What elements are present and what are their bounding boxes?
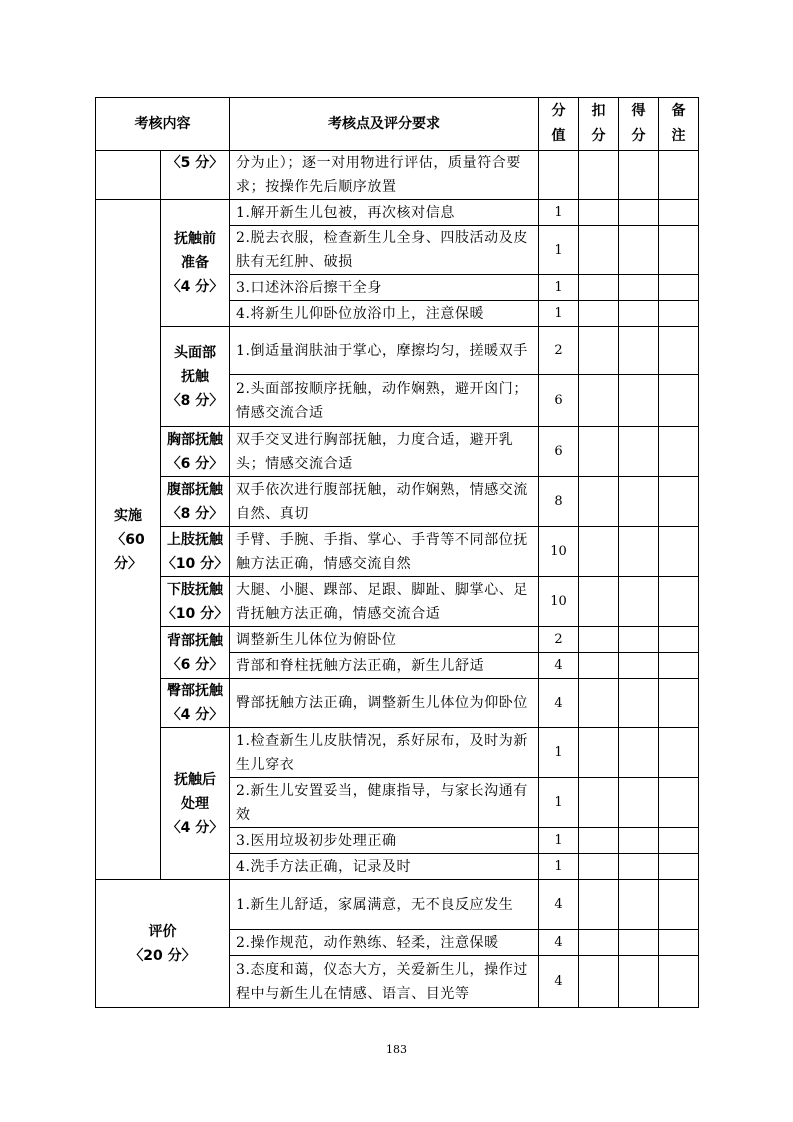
- empty-cell: [619, 679, 659, 728]
- empty-cell: [659, 778, 699, 828]
- empty-cell: [619, 200, 659, 226]
- requirement-text: 1.新生儿舒适，家属满意，无不良反应发生: [230, 880, 539, 930]
- requirement-text: 手臂、手腕、手指、掌心、手背等不同部位抚触方法正确，情感交流自然: [230, 527, 539, 577]
- empty-cell: [659, 301, 699, 327]
- score-value: 1: [539, 778, 579, 828]
- empty-cell: [619, 477, 659, 527]
- empty-cell: [619, 151, 659, 200]
- empty-cell: [619, 880, 659, 930]
- score-value: 10: [539, 527, 579, 577]
- continued-requirement: 分为止）；逐一对用物进行评估，质量符合要求；按操作先后顺序放置: [230, 151, 539, 200]
- table-row: [96, 728, 699, 778]
- requirement-text: 背部和脊柱抚触方法正确，新生儿舒适: [230, 653, 539, 679]
- continued-category-cell: [96, 151, 161, 200]
- score-value: 6: [539, 427, 579, 477]
- continued-sub-label: 〈5 分〉: [161, 151, 230, 200]
- empty-cell: [579, 327, 619, 375]
- requirement-text: 大腿、小腿、踝部、足跟、脚趾、脚掌心、足背抚触方法正确，情感交流合适: [230, 577, 539, 627]
- requirement-text: 双手依次进行腹部抚触，动作娴熟，情感交流自然、真切: [230, 477, 539, 527]
- table-row: [96, 427, 699, 477]
- empty-cell: [659, 527, 699, 577]
- empty-cell: [619, 778, 659, 828]
- score-value: 1: [539, 854, 579, 880]
- requirement-text: 1.倒适量润肤油于掌心，摩擦均匀，搓暖双手: [230, 327, 539, 375]
- empty-cell: [619, 728, 659, 778]
- empty-cell: [659, 930, 699, 956]
- requirement-text: 2.脱去衣服，检查新生儿全身、四肢活动及皮肤有无红肿、破损: [230, 226, 539, 275]
- empty-cell: [659, 653, 699, 679]
- empty-cell: [539, 151, 579, 200]
- empty-cell: [619, 301, 659, 327]
- section-label: 抚触前 准备 〈4 分〉: [161, 200, 230, 327]
- empty-cell: [579, 527, 619, 577]
- requirement-text: 4.洗手方法正确，记录及时: [230, 854, 539, 880]
- continued-row: [96, 151, 699, 200]
- table-row: [96, 477, 699, 527]
- empty-cell: [619, 828, 659, 854]
- requirement-text: 2.操作规范，动作熟练、轻柔，注意保暖: [230, 930, 539, 956]
- empty-cell: [619, 327, 659, 375]
- requirement-text: 臀部抚触方法正确，调整新生儿体位为仰卧位: [230, 679, 539, 728]
- implementation-category-label: 实施 〈60 分〉: [96, 200, 161, 880]
- empty-cell: [659, 828, 699, 854]
- section-label: 上肢抚触 〈10 分〉: [161, 527, 230, 577]
- empty-cell: [579, 728, 619, 778]
- header-score-value: 分 值: [539, 98, 579, 151]
- empty-cell: [579, 956, 619, 1008]
- requirement-text: 调整新生儿体位为俯卧位: [230, 627, 539, 653]
- requirement-text: 3.口述沐浴后擦干全身: [230, 275, 539, 301]
- empty-cell: [579, 477, 619, 527]
- score-value: 6: [539, 375, 579, 427]
- empty-cell: [579, 375, 619, 427]
- empty-cell: [579, 226, 619, 275]
- header-content: 考核内容: [96, 98, 230, 151]
- empty-cell: [659, 200, 699, 226]
- empty-cell: [579, 778, 619, 828]
- empty-cell: [579, 679, 619, 728]
- empty-cell: [579, 880, 619, 930]
- empty-cell: [659, 854, 699, 880]
- section-label: 抚触后 处理 〈4 分〉: [161, 728, 230, 880]
- table-row: [96, 327, 699, 375]
- page-number: 183: [386, 1043, 407, 1056]
- score-value: 1: [539, 226, 579, 275]
- empty-cell: [659, 427, 699, 477]
- score-value: 1: [539, 200, 579, 226]
- empty-cell: [619, 527, 659, 577]
- score-value: 4: [539, 880, 579, 930]
- evaluation-category-label: 评价 〈20 分〉: [96, 880, 230, 1008]
- empty-cell: [659, 956, 699, 1008]
- score-value: 1: [539, 728, 579, 778]
- empty-cell: [619, 375, 659, 427]
- header-points-requirements: 考核点及评分要求: [230, 98, 539, 151]
- header-remark: 备 注: [659, 98, 699, 151]
- table-row: [96, 679, 699, 728]
- section-label: 胸部抚触 〈6 分〉: [161, 427, 230, 477]
- empty-cell: [659, 327, 699, 375]
- score-value: 8: [539, 477, 579, 527]
- table-row: [96, 880, 699, 930]
- empty-cell: [579, 301, 619, 327]
- header-deduct: 扣 分: [579, 98, 619, 151]
- empty-cell: [659, 151, 699, 200]
- table-row: [96, 627, 699, 653]
- table-row: [96, 200, 699, 226]
- score-value: 4: [539, 956, 579, 1008]
- scoring-table: [95, 97, 699, 1008]
- score-value: 4: [539, 679, 579, 728]
- requirement-text: 4.将新生儿仰卧位放浴巾上，注意保暖: [230, 301, 539, 327]
- empty-cell: [619, 577, 659, 627]
- header-row: [96, 98, 699, 151]
- empty-cell: [619, 275, 659, 301]
- empty-cell: [659, 226, 699, 275]
- score-value: 4: [539, 930, 579, 956]
- empty-cell: [659, 728, 699, 778]
- score-value: 4: [539, 653, 579, 679]
- score-value: 1: [539, 275, 579, 301]
- section-label: 腹部抚触 〈8 分〉: [161, 477, 230, 527]
- empty-cell: [579, 577, 619, 627]
- empty-cell: [579, 653, 619, 679]
- requirement-text: 1.解开新生儿包被，再次核对信息: [230, 200, 539, 226]
- empty-cell: [579, 627, 619, 653]
- requirement-text: 2.新生儿安置妥当，健康指导，与家长沟通有效: [230, 778, 539, 828]
- empty-cell: [659, 375, 699, 427]
- empty-cell: [579, 854, 619, 880]
- empty-cell: [579, 930, 619, 956]
- empty-cell: [619, 956, 659, 1008]
- requirement-text: 3.医用垃圾初步处理正确: [230, 828, 539, 854]
- score-value: 1: [539, 301, 579, 327]
- empty-cell: [659, 577, 699, 627]
- score-value: 1: [539, 828, 579, 854]
- empty-cell: [619, 653, 659, 679]
- section-label: 背部抚触 〈6 分〉: [161, 627, 230, 679]
- empty-cell: [659, 477, 699, 527]
- requirement-text: 1.检查新生儿皮肤情况，系好尿布，及时为新生儿穿衣: [230, 728, 539, 778]
- empty-cell: [619, 854, 659, 880]
- table-row: [96, 527, 699, 577]
- empty-cell: [659, 880, 699, 930]
- score-value: 10: [539, 577, 579, 627]
- empty-cell: [579, 427, 619, 477]
- header-earned: 得 分: [619, 98, 659, 151]
- requirement-text: 3.态度和蔼，仪态大方，关爱新生儿，操作过程中与新生儿在情感、语言、目光等: [230, 956, 539, 1008]
- section-label: 臀部抚触 〈4 分〉: [161, 679, 230, 728]
- empty-cell: [579, 828, 619, 854]
- score-value: 2: [539, 327, 579, 375]
- empty-cell: [619, 930, 659, 956]
- requirement-text: 双手交叉进行胸部抚触，力度合适，避开乳头；情感交流合适: [230, 427, 539, 477]
- empty-cell: [659, 627, 699, 653]
- empty-cell: [659, 275, 699, 301]
- empty-cell: [579, 151, 619, 200]
- empty-cell: [659, 679, 699, 728]
- empty-cell: [619, 427, 659, 477]
- section-label: 下肢抚触 〈10 分〉: [161, 577, 230, 627]
- section-label: 头面部 抚触 〈8 分〉: [161, 327, 230, 427]
- requirement-text: 2.头面部按顺序抚触，动作娴熟，避开囟门；情感交流合适: [230, 375, 539, 427]
- empty-cell: [579, 275, 619, 301]
- empty-cell: [619, 226, 659, 275]
- empty-cell: [619, 627, 659, 653]
- empty-cell: [579, 200, 619, 226]
- table-row: [96, 577, 699, 627]
- score-value: 2: [539, 627, 579, 653]
